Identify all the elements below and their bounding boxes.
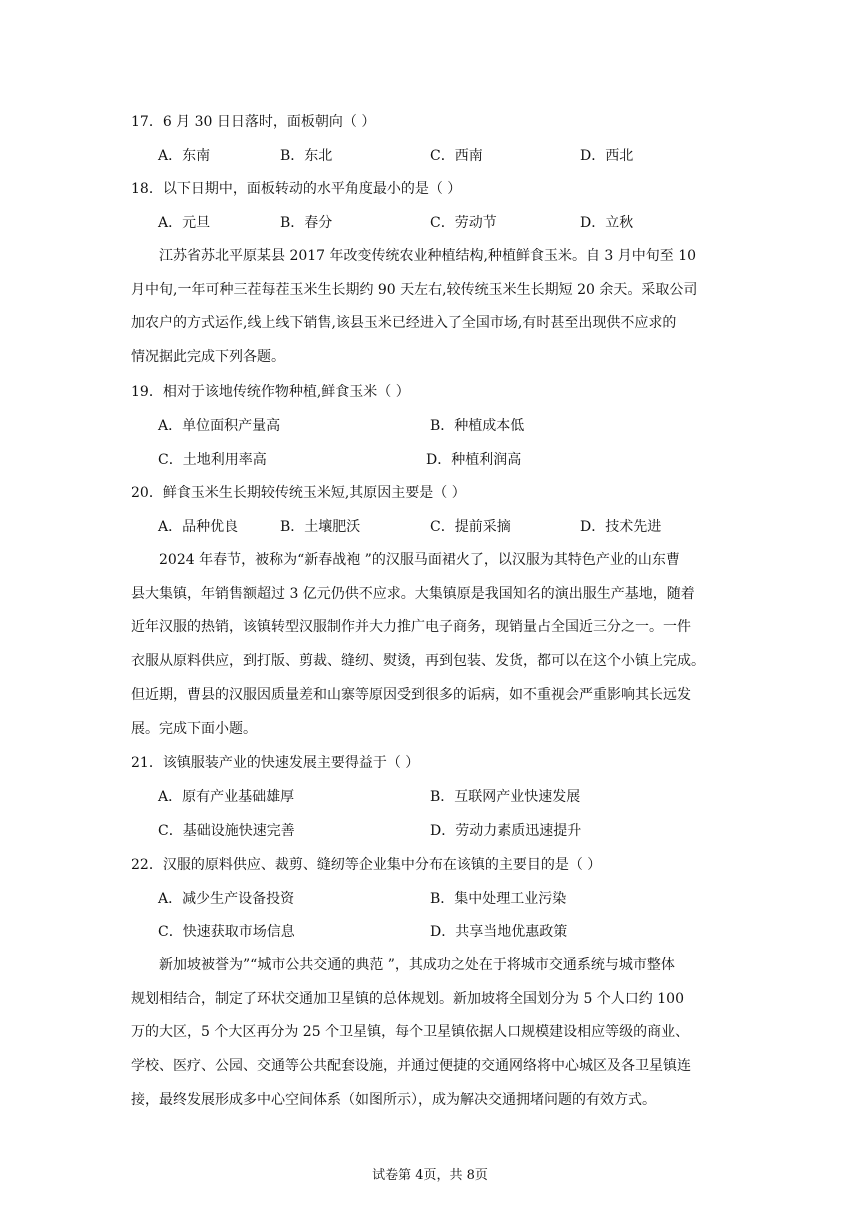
question-21-option-c: C．基础设施快速完善 [158, 823, 295, 839]
question-18-option-c: C．劳动节 [430, 215, 497, 231]
question-18-option-b: B．春分 [280, 215, 333, 231]
question-21-option-a: A．原有产业基础雄厚 [158, 789, 295, 805]
passage-line: 万的大区，5 个大区再分为 25 个卫星镇，每个卫星镇依据人口规模建设相应等级的商业、 [131, 1024, 690, 1041]
question-17-option-b: B．东北 [280, 148, 333, 164]
passage-singapore [131, 949, 741, 1118]
question-22-option-d: D．共享当地优惠政策 [430, 924, 568, 940]
question-22-option-b: B．集中处理工业污染 [430, 891, 567, 907]
page-footer: 试卷第 4页，共 8页 [372, 1168, 488, 1183]
passage-line: 加农户的方式运作,线上线下销售,该县玉米已经进入了全国市场,有时甚至出现供不应求的 [131, 315, 677, 332]
passage-line: 新加坡被誉为”“城市公共交通的典范 ”，其成功之处在于将城市交通系统与城市整体 [159, 957, 675, 973]
question-20-option-b: B．土壤肥沃 [280, 519, 361, 535]
question-22-stem: 22．汉服的原料供应、裁剪、缝纫等企业集中分布在该镇的主要目的是（ ） [131, 857, 602, 873]
question-19-stem: 19．相对于该地传统作物种植,鲜食玉米（ ） [131, 384, 410, 400]
question-17-option-d: D．西北 [580, 148, 634, 164]
question-18-option-a: A．元旦 [158, 215, 211, 231]
passage-line: 2024 年春节，被称为“新春战袍 ”的汉服马面裙火了，以汉服为其特色产业的山东曹 [159, 552, 680, 568]
question-20-option-a: A．品种优良 [158, 519, 239, 535]
question-19-option-a: A．单位面积产量高 [158, 418, 281, 434]
question-18-stem: 18．以下日期中，面板转动的水平角度最小的是（ ） [131, 181, 462, 197]
question-22-option-c: C．快速获取市场信息 [158, 924, 295, 940]
passage-line: 但近期，曹县的汉服因质量差和山寨等原因受到很多的诟病，如不重视会严重影响其长远发 [131, 686, 691, 703]
question-18-option-d: D．立秋 [580, 215, 634, 231]
passage-line: 接，最终发展形成多中心空间体系（如图所示），成为解决交通拥堵问题的有效方式。 [131, 1091, 656, 1108]
question-19-option-d: D．种植利润高 [426, 452, 522, 468]
passage-line: 月中旬,一年可种三茬每茬玉米生长期约 90 天左右,较传统玉米生长期短 20 余天。采取公司 [131, 281, 698, 298]
passage-line: 学校、医疗、公园、交通等公共配套设施，并通过便捷的交通网络将中心城区及各卫星镇连 [131, 1058, 691, 1075]
question-21-option-b: B．互联网产业快速发展 [430, 789, 581, 805]
passage-line: 规划相结合，制定了环状交通加卫星镇的总体规划。新加坡将全国划分为 5 个人口约 100 [131, 990, 684, 1007]
question-17-option-a: A．东南 [158, 148, 211, 164]
question-21-stem: 21．该镇服装产业的快速发展主要得益于（ ） [131, 755, 420, 771]
question-19-option-c: C．土地利用率高 [158, 452, 267, 468]
question-22-option-a: A．减少生产设备投资 [158, 891, 295, 907]
question-21-option-d: D．劳动力素质迅速提升 [430, 823, 582, 839]
passage-corn [131, 240, 741, 375]
question-19-option-b: B．种植成本低 [430, 418, 525, 434]
passage-line: 展。完成下面小题。 [131, 720, 257, 737]
passage-line: 衣服从原料供应，到打版、剪裁、缝纫、熨烫，再到包装、发货，都可以在这个小镇上完成。 [131, 653, 705, 670]
passage-line: 近年汉服的热销，该镇转型汉服制作并大力推广电子商务，现销量占全国近三分之一。一件 [131, 619, 691, 636]
question-17-stem: 17．6 月 30 日日落时，面板朝向（ ） [131, 114, 376, 130]
passage-line: 县大集镇，年销售额超过 3 亿元仍供不应求。大集镇原是我国知名的演出服生产基地，随着 [131, 585, 695, 602]
question-20-option-c: C．提前采摘 [430, 519, 511, 535]
question-17-option-c: C．西南 [430, 148, 483, 164]
question-20-stem: 20．鲜食玉米生长期较传统玉米短,其原因主要是（ ） [131, 485, 466, 501]
question-20-option-d: D．技术先进 [580, 519, 662, 535]
passage-line: 江苏省苏北平原某县 2017 年改变传统农业种植结构,种植鲜食玉米。自 3 月中旬至 10 [159, 248, 697, 264]
passage-line: 情况据此完成下列各题。 [131, 349, 285, 366]
passage-hanfu [131, 544, 741, 746]
